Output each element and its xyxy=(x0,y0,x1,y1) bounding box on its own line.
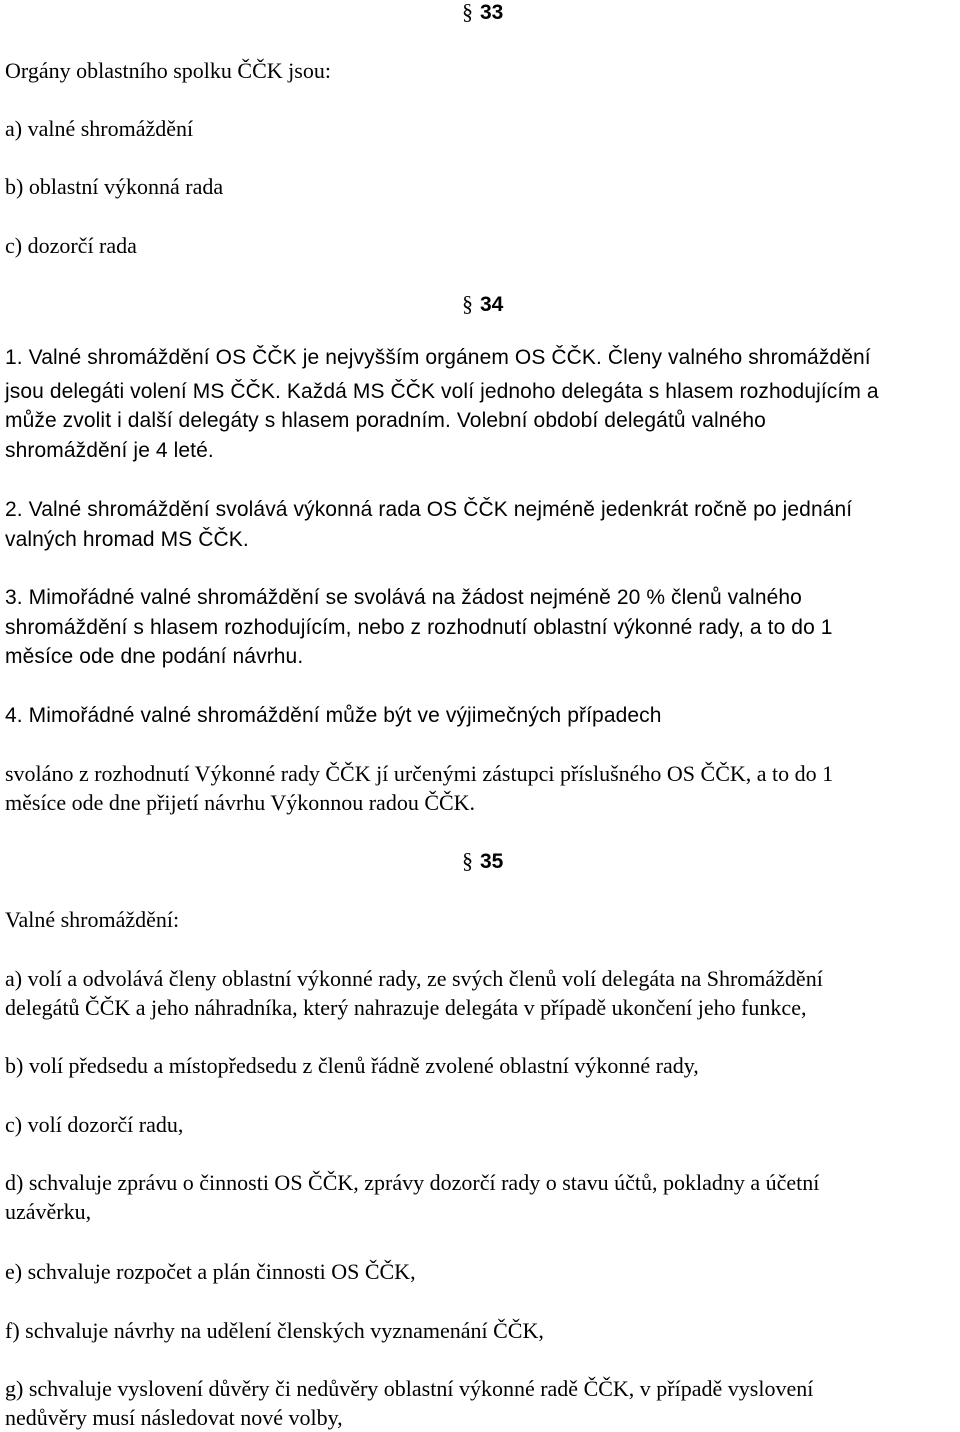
paragraph-3-line-1: 3. Mimořádné valné shromáždění se svolává na žádost nejméně 20 % členů valného xyxy=(5,586,802,609)
assembly-item-f: f) schvaluje návrhy na udělení členských vyznamenání ČČK, xyxy=(5,1318,544,1343)
assembly-item-g-line-2: nedůvěry musí následovat nové volby, xyxy=(5,1405,343,1430)
section-sign: § xyxy=(462,848,473,873)
section-heading-35 xyxy=(462,848,503,875)
section-number: 33 xyxy=(480,1,504,24)
assembly-item-a-line-2: delegátů ČČK a jeho náhradníka, který nahrazuje delegáta v případě ukončení jeho funkce, xyxy=(5,995,807,1020)
organ-item-c: c) dozorčí rada xyxy=(5,233,137,258)
paragraph-2-line-2: valných hromad MS ČČK. xyxy=(5,528,249,551)
paragraph-2-line-1: 2. Valné shromáždění svolává výkonná rada OS ČČK nejméně jedenkrát ročně po jednání xyxy=(5,498,853,521)
paragraph-3-line-2: shromáždění s hlasem rozhodujícím, nebo z rozhodnutí oblastní výkonné rady, a to do 1 xyxy=(5,616,833,639)
paragraph-4: 4. Mimořádné valné shromáždění může být ve výjimečných případech xyxy=(5,704,662,727)
assembly-item-g-line-1: g) schvaluje vyslovení důvěry či nedůvěry oblastní výkonné radě ČČK, v případě vyslovení xyxy=(5,1376,814,1401)
section-number: 34 xyxy=(480,293,504,316)
section-sign: § xyxy=(462,0,473,24)
assembly-item-d-line-1: d) schvaluje zprávu o činnosti OS ČČK, zprávy dozorčí rady o stavu účtů, pokladny a účetní xyxy=(5,1170,820,1195)
paragraph-1-line-2: jsou delegáti volení MS ČČK. Každá MS ČČK volí jednoho delegáta s hlasem rozhodujícím a xyxy=(5,380,879,403)
organ-item-b: b) oblastní výkonná rada xyxy=(5,174,224,199)
paragraph-5-line-1: svoláno z rozhodnutí Výkonné rady ČČK jí určenými zástupci příslušného OS ČČK, a to do 1 xyxy=(5,761,834,786)
organ-item-a: a) valné shromáždění xyxy=(5,116,194,141)
paragraph-5-line-2: měsíce ode dne přijetí návrhu Výkonnou radou ČČK. xyxy=(5,790,476,815)
section-heading-34 xyxy=(462,291,503,318)
assembly-item-b: b) volí předsedu a místopředsedu z členů řádně zvolené oblastní výkonné rady, xyxy=(5,1053,699,1078)
paragraph-1-line-3: může zvolit i další delegáty s hlasem poradním. Volební období delegátů valného xyxy=(5,409,766,432)
assembly-intro: Valné shromáždění: xyxy=(5,907,180,932)
paragraph-1-line-1: 1. Valné shromáždění OS ČČK je nejvyšším orgánem OS ČČK. Členy valného shromáždění xyxy=(5,346,871,369)
assembly-item-d-line-2: uzávěrku, xyxy=(5,1199,92,1224)
assembly-item-e: e) schvaluje rozpočet a plán činnosti OS ČČK, xyxy=(5,1259,416,1284)
paragraph-3-line-3: měsíce ode dne podání návrhu. xyxy=(5,645,304,668)
section-sign: § xyxy=(462,291,473,316)
organs-intro: Orgány oblastního spolku ČČK jsou: xyxy=(5,58,331,83)
section-number: 35 xyxy=(480,850,504,873)
assembly-item-c: c) volí dozorčí radu, xyxy=(5,1112,184,1137)
assembly-item-a-line-1: a) volí a odvolává členy oblastní výkonné rady, ze svých členů volí delegáta na Shromáždění xyxy=(5,966,823,991)
paragraph-1-line-4: shromáždění je 4 leté. xyxy=(5,439,214,462)
section-heading-33 xyxy=(462,0,503,26)
